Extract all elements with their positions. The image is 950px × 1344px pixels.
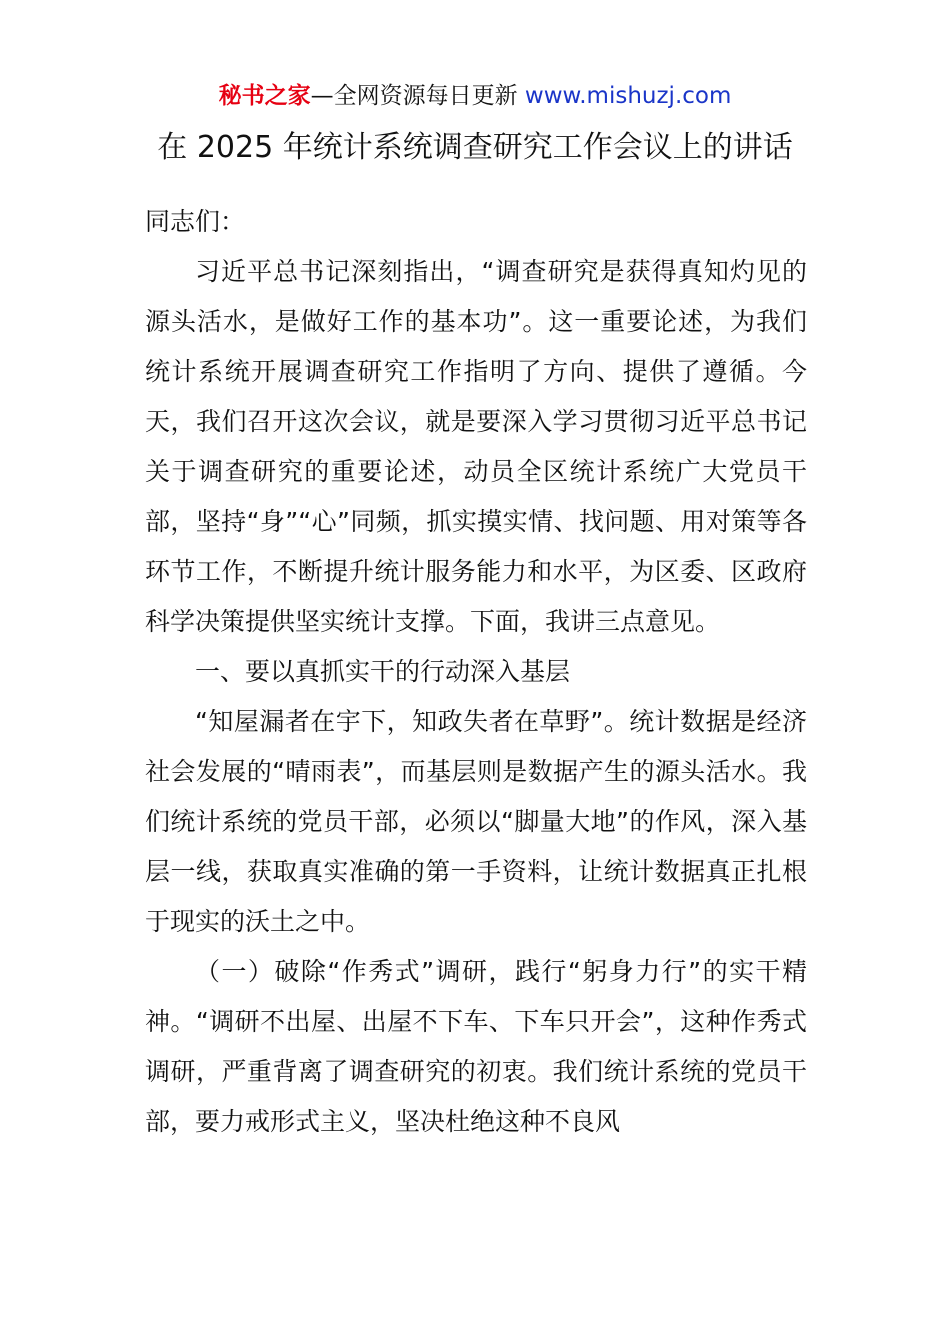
paragraph-subsection-one: （一）破除“作秀式”调研，践行“躬身力行”的实干精神。“调研不出屋、出屋不下车、下车只开会”，这种作秀式调研，严重背离了调查研究的初衷。我们统计系统的党员干部，要力戒形式主义，坚决杜绝这种不良风	[145, 957, 807, 1136]
site-tagline: —全网资源每日更新	[310, 83, 518, 109]
site-brand-name: 秘书之家	[218, 83, 311, 109]
document-body	[145, 197, 807, 1147]
document-title: 在 2025 年统计系统调查研究工作会议上的讲话	[157, 130, 793, 165]
paragraph-section-one: “知屋漏者在宇下，知政失者在草野”。统计数据是经济社会发展的“晴雨表”，而基层则是数据产生的源头活水。我们统计系统的党员干部，必须以“脚量大地”的作风，深入基层一线，获取真实准确的第一手资料，让统计数据真正扎根于现实的沃土之中。	[145, 707, 807, 936]
site-url-link[interactable]: www.mishuzj.com	[524, 83, 732, 109]
salutation: 同志们：	[145, 207, 246, 236]
section-heading-one: 一、要以真抓实干的行动深入基层	[195, 657, 571, 686]
site-header-banner	[0, 80, 950, 112]
paragraph-intro: 习近平总书记深刻指出，“调查研究是获得真知灼见的源头活水，是做好工作的基本功”。这一重要论述，为我们统计系统开展调查研究工作指明了方向、提供了遵循。今天，我们召开这次会议，就是要深入学习贯彻习近平总书记关于调查研究的重要论述，动员全区统计系统广大党员干部，坚持“身”“心”同频，抓实摸实情、找问题、用对策等各环节工作，不断提升统计服务能力和水平，为区委、区政府科学决策提供坚实统计支撑。下面，我讲三点意见。	[145, 257, 807, 636]
